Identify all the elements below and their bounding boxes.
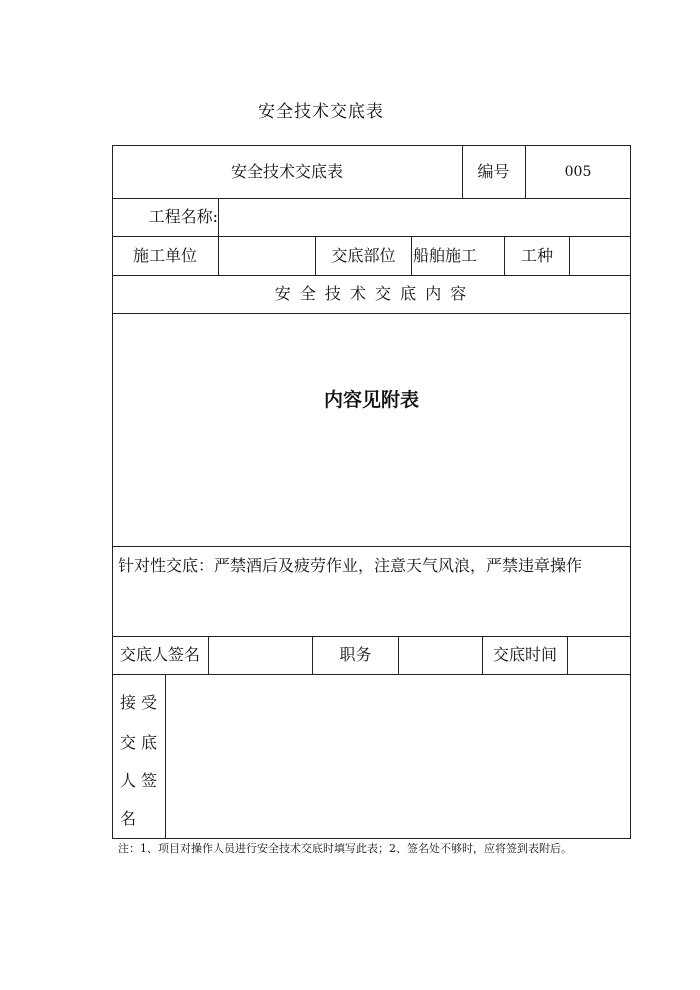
receiver-signature-area[interactable] [166, 675, 631, 838]
receiver-label-char: 签 [141, 771, 158, 790]
receiver-label-char: 人 [120, 771, 137, 790]
position-label: 职务 [339, 645, 372, 664]
footnote: 注：1、项目对操作人员进行安全技术交底时填写此表；2、签名处不够时，应将签到表附后。 [118, 842, 572, 855]
row-divider [112, 546, 631, 547]
receiver-label-char: 名 [120, 809, 137, 828]
signer-value[interactable] [209, 636, 312, 674]
number-label: 编号 [477, 161, 510, 181]
row-divider [112, 313, 631, 314]
location-value[interactable]: 船舶施工 [413, 246, 478, 265]
receiver-label-char: 受 [141, 693, 158, 712]
signer-label: 交底人签名 [119, 645, 200, 664]
targeted-disclosure-text: 针对性交底：严禁酒后及疲劳作业，注意天气风浪，严禁违章操作 [118, 556, 583, 575]
location-label: 交底部位 [331, 245, 396, 265]
work-type-value[interactable] [570, 236, 631, 275]
receiver-label-char: 交 [120, 733, 137, 752]
receiver-label-char: 底 [141, 733, 158, 752]
time-label: 交底时间 [492, 645, 557, 664]
table-header-title: 安全技术交底表 [230, 161, 343, 181]
project-name-value[interactable] [219, 198, 631, 236]
position-value[interactable] [399, 636, 482, 674]
section-heading: 安 全 技 术 交 底 内 容 [274, 284, 469, 303]
construction-unit-value[interactable] [219, 236, 315, 275]
work-type-label: 工种 [520, 245, 553, 265]
construction-unit-label: 施工单位 [132, 245, 197, 265]
project-name-label: 工程名称: [148, 207, 218, 226]
col-divider [411, 236, 412, 275]
time-value[interactable] [568, 636, 631, 674]
number-value[interactable]: 005 [564, 163, 592, 180]
content-text: 内容见附表 [323, 388, 419, 411]
receiver-label-char: 接 [120, 693, 137, 712]
document-title: 安全技术交底表 [258, 102, 384, 122]
